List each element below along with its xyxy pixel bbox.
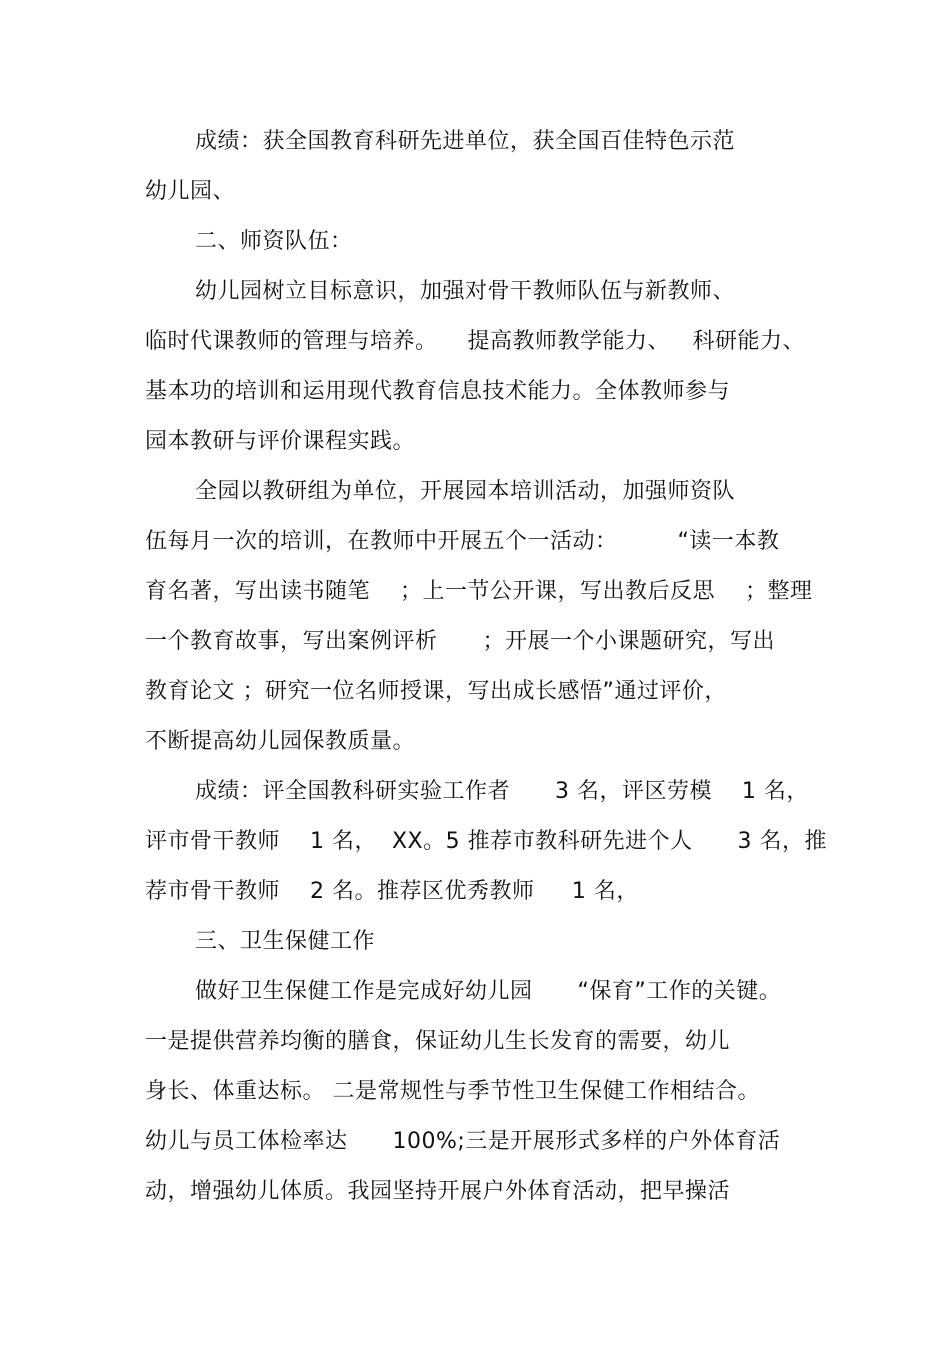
paragraph-line: 做好卫生保健工作是完成好幼儿园 “保育”工作的关键。 xyxy=(195,979,782,1004)
paragraph-line: 身长、体重达标。 二是常规性与季节性卫生保健工作相结合。 xyxy=(145,1079,760,1104)
paragraph-line: 荐市骨干教师 2 名。推荐区优秀教师 1 名， xyxy=(145,879,639,904)
paragraph-line: 幼儿园、 xyxy=(145,179,236,204)
paragraph-line: 园本教研与评价课程实践。 xyxy=(145,429,416,454)
paragraph-line: 不断提高幼儿园保教质量。 xyxy=(145,729,416,754)
paragraph-line: 成绩：评全国教科研实验工作者 3 名，评区劳模 1 名， xyxy=(195,779,809,804)
paragraph-line: 一是提供营养均衡的膳食，保证幼儿生长发育的需要，幼儿 xyxy=(145,1029,731,1054)
paragraph-line: 动，增强幼儿体质。我园坚持开展户外体育活动，把早操活 xyxy=(145,1179,731,1204)
paragraph-line: 评市骨干教师 1 名， XX。5 推荐市教科研先进个人 3 名，推 xyxy=(145,829,828,854)
paragraph-line: 伍每月一次的培训，在教师中开展五个一活动： “读一本教 xyxy=(145,529,780,554)
section-heading: 三、卫生保健工作 xyxy=(195,929,376,954)
paragraph-line: 育名著，写出读书随笔 ；上一节公开课，写出教后反思 ；整理 xyxy=(145,579,813,604)
paragraph-line: 幼儿与员工体检率达 100%;三是开展形式多样的户外体育活 xyxy=(145,1129,781,1154)
paragraph-line: 基本功的培训和运用现代教育信息技术能力。全体教师参与 xyxy=(145,379,731,404)
paragraph-line: 教育论文 ；研究一位名师授课，写出成长感悟”通过评价， xyxy=(145,679,727,704)
paragraph-line: 临时代课教师的管理与培养。 提高教师教学能力、 科研能力、 xyxy=(145,329,805,354)
paragraph-line: 一个教育故事，写出案例评析 ；开展一个小课题研究，写出 xyxy=(145,629,775,654)
paragraph-line: 成绩：获全国教育科研先进单位，获全国百佳特色示范 xyxy=(195,129,736,154)
section-heading: 二、师资队伍： xyxy=(195,229,353,254)
paragraph-line: 全园以教研组为单位，开展园本培训活动，加强师资队 xyxy=(195,479,736,504)
paragraph-line: 幼儿园树立目标意识，加强对骨干教师队伍与新教师、 xyxy=(195,279,736,304)
